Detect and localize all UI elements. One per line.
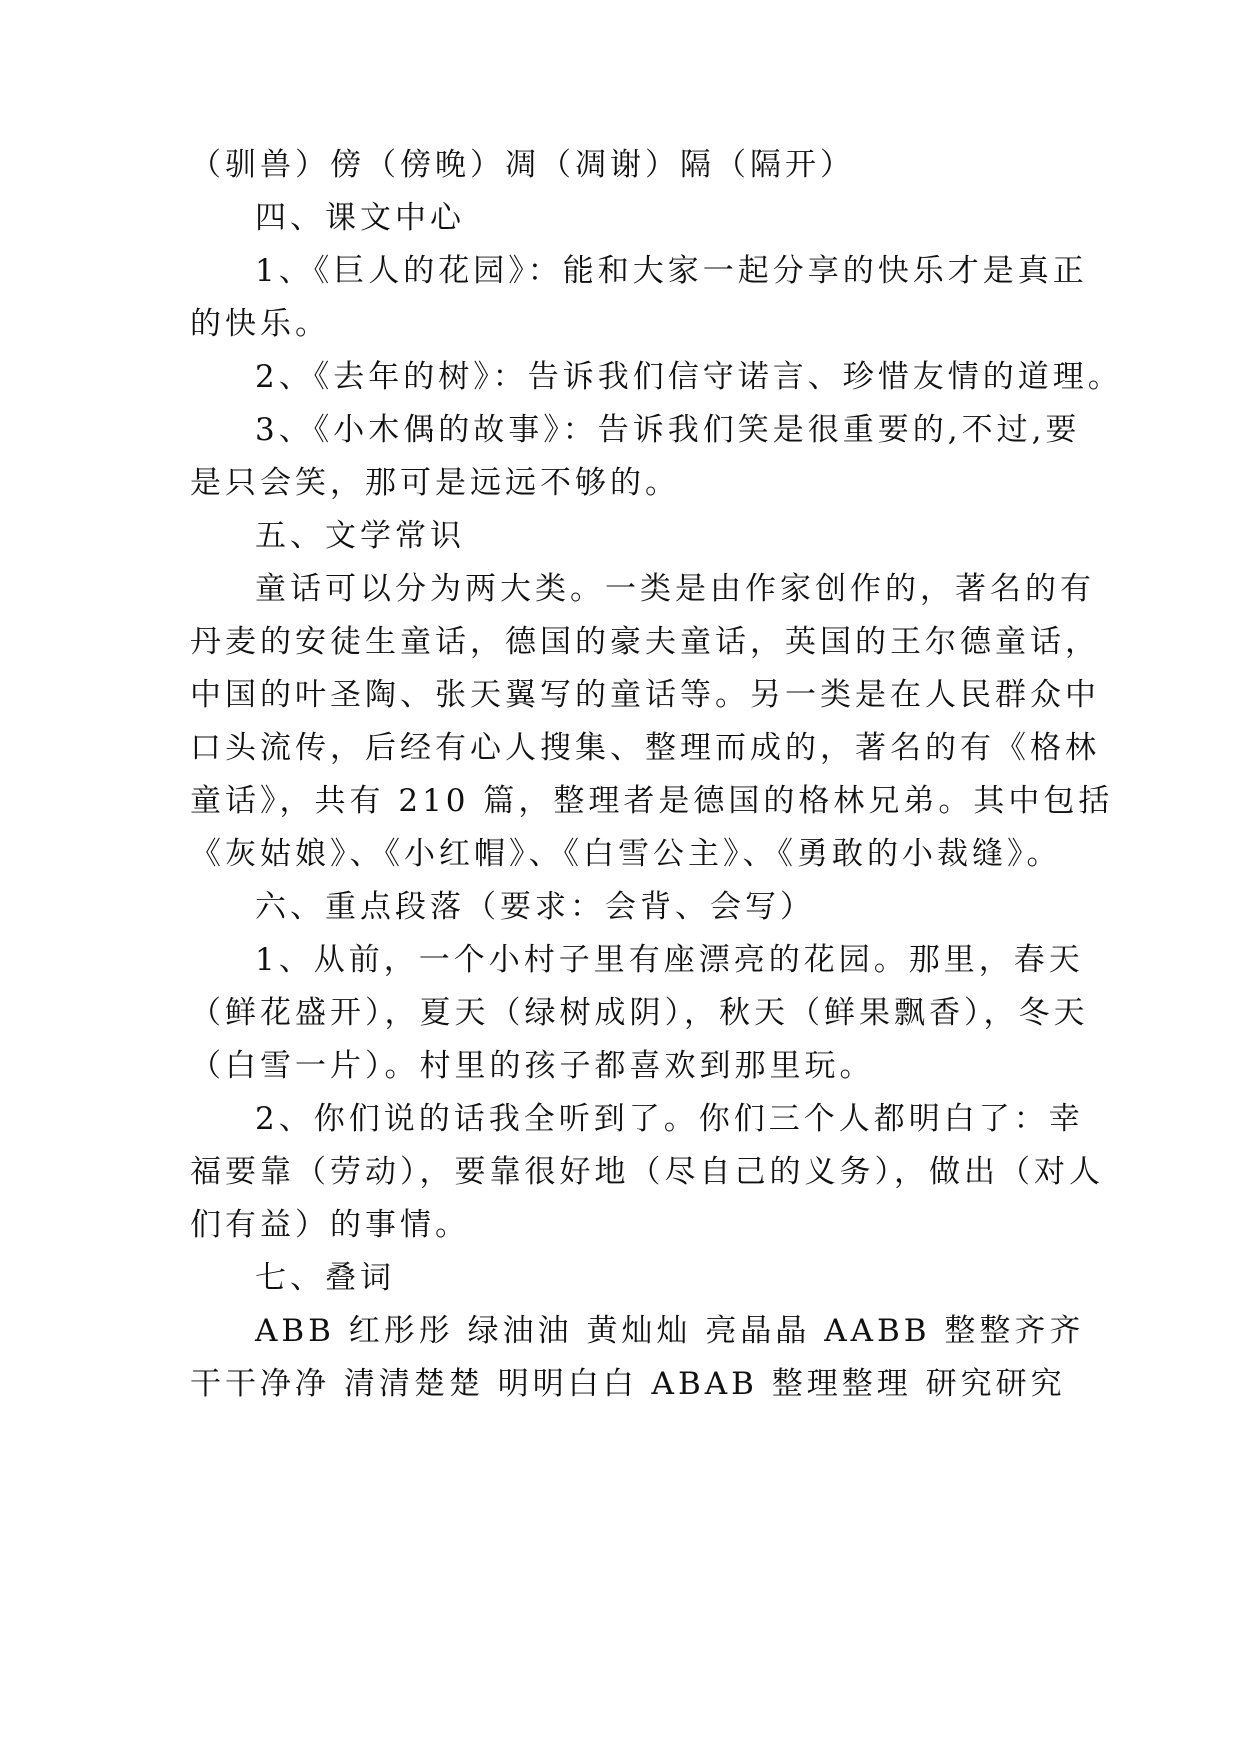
- text-line: 1、《巨人的花园》：能和大家一起分享的快乐才是真正: [255, 253, 1088, 289]
- text-line: 的快乐。: [190, 306, 330, 342]
- text-line: 丹麦的安徒生童话，德国的豪夫童话，英国的王尔德童话，: [190, 624, 1100, 660]
- text-line: 中国的叶圣陶、张天翼写的童话等。另一类是在人民群众中: [190, 677, 1100, 713]
- text-line: 福要靠（劳动），要靠很好地（尽自己的义务），做出（对人: [190, 1154, 1104, 1190]
- section-heading-key-paragraphs: 六、重点段落（要求：会背、会写）: [255, 889, 815, 925]
- text-line: 口头流传，后经有心人搜集、整理而成的，著名的有《格林: [190, 730, 1100, 766]
- text-line: 童话》，共有 210 篇，整理者是德国的格林兄弟。其中包括: [190, 783, 1114, 819]
- section-heading-literature: 五、文学常识: [255, 518, 465, 554]
- text-line: 是只会笑，那可是远远不够的。: [190, 465, 680, 501]
- text-line: （鲜花盛开），夏天（绿树成阴），秋天（鲜果飘香），冬天: [190, 995, 1089, 1031]
- text-line: 2、你们说的话我全听到了。你们三个人都明白了：幸: [255, 1101, 1084, 1137]
- text-line: （驯兽）傍（傍晚）凋（凋谢）隔（隔开）: [190, 147, 855, 183]
- text-line: （白雪一片）。村里的孩子都喜欢到那里玩。: [190, 1048, 875, 1084]
- text-line: 童话可以分为两大类。一类是由作家创作的，著名的有: [255, 571, 1095, 607]
- text-line: 们有益）的事情。: [190, 1207, 470, 1243]
- text-line: 1、从前，一个小村子里有座漂亮的花园。那里，春天: [255, 942, 1084, 978]
- text-line: 干干净净 清清楚楚 明明白白 ABAB 整理整理 研究研究: [190, 1366, 1066, 1402]
- section-heading-text-center: 四、课文中心: [255, 200, 465, 236]
- text-line: 3、《小木偶的故事》：告诉我们笑是很重要的,不过,要: [255, 412, 1081, 448]
- text-line: 《灰姑娘》、《小红帽》、《白雪公主》、《勇敢的小裁缝》。: [190, 836, 1062, 872]
- text-line: ABB 红彤彤 绿油油 黄灿灿 亮晶晶 AABB 整整齐齐: [255, 1313, 1085, 1349]
- text-line: 2、《去年的树》：告诉我们信守诺言、珍惜友情的道理。: [255, 359, 1123, 395]
- section-heading-reduplicated-words: 七、叠词: [255, 1260, 395, 1296]
